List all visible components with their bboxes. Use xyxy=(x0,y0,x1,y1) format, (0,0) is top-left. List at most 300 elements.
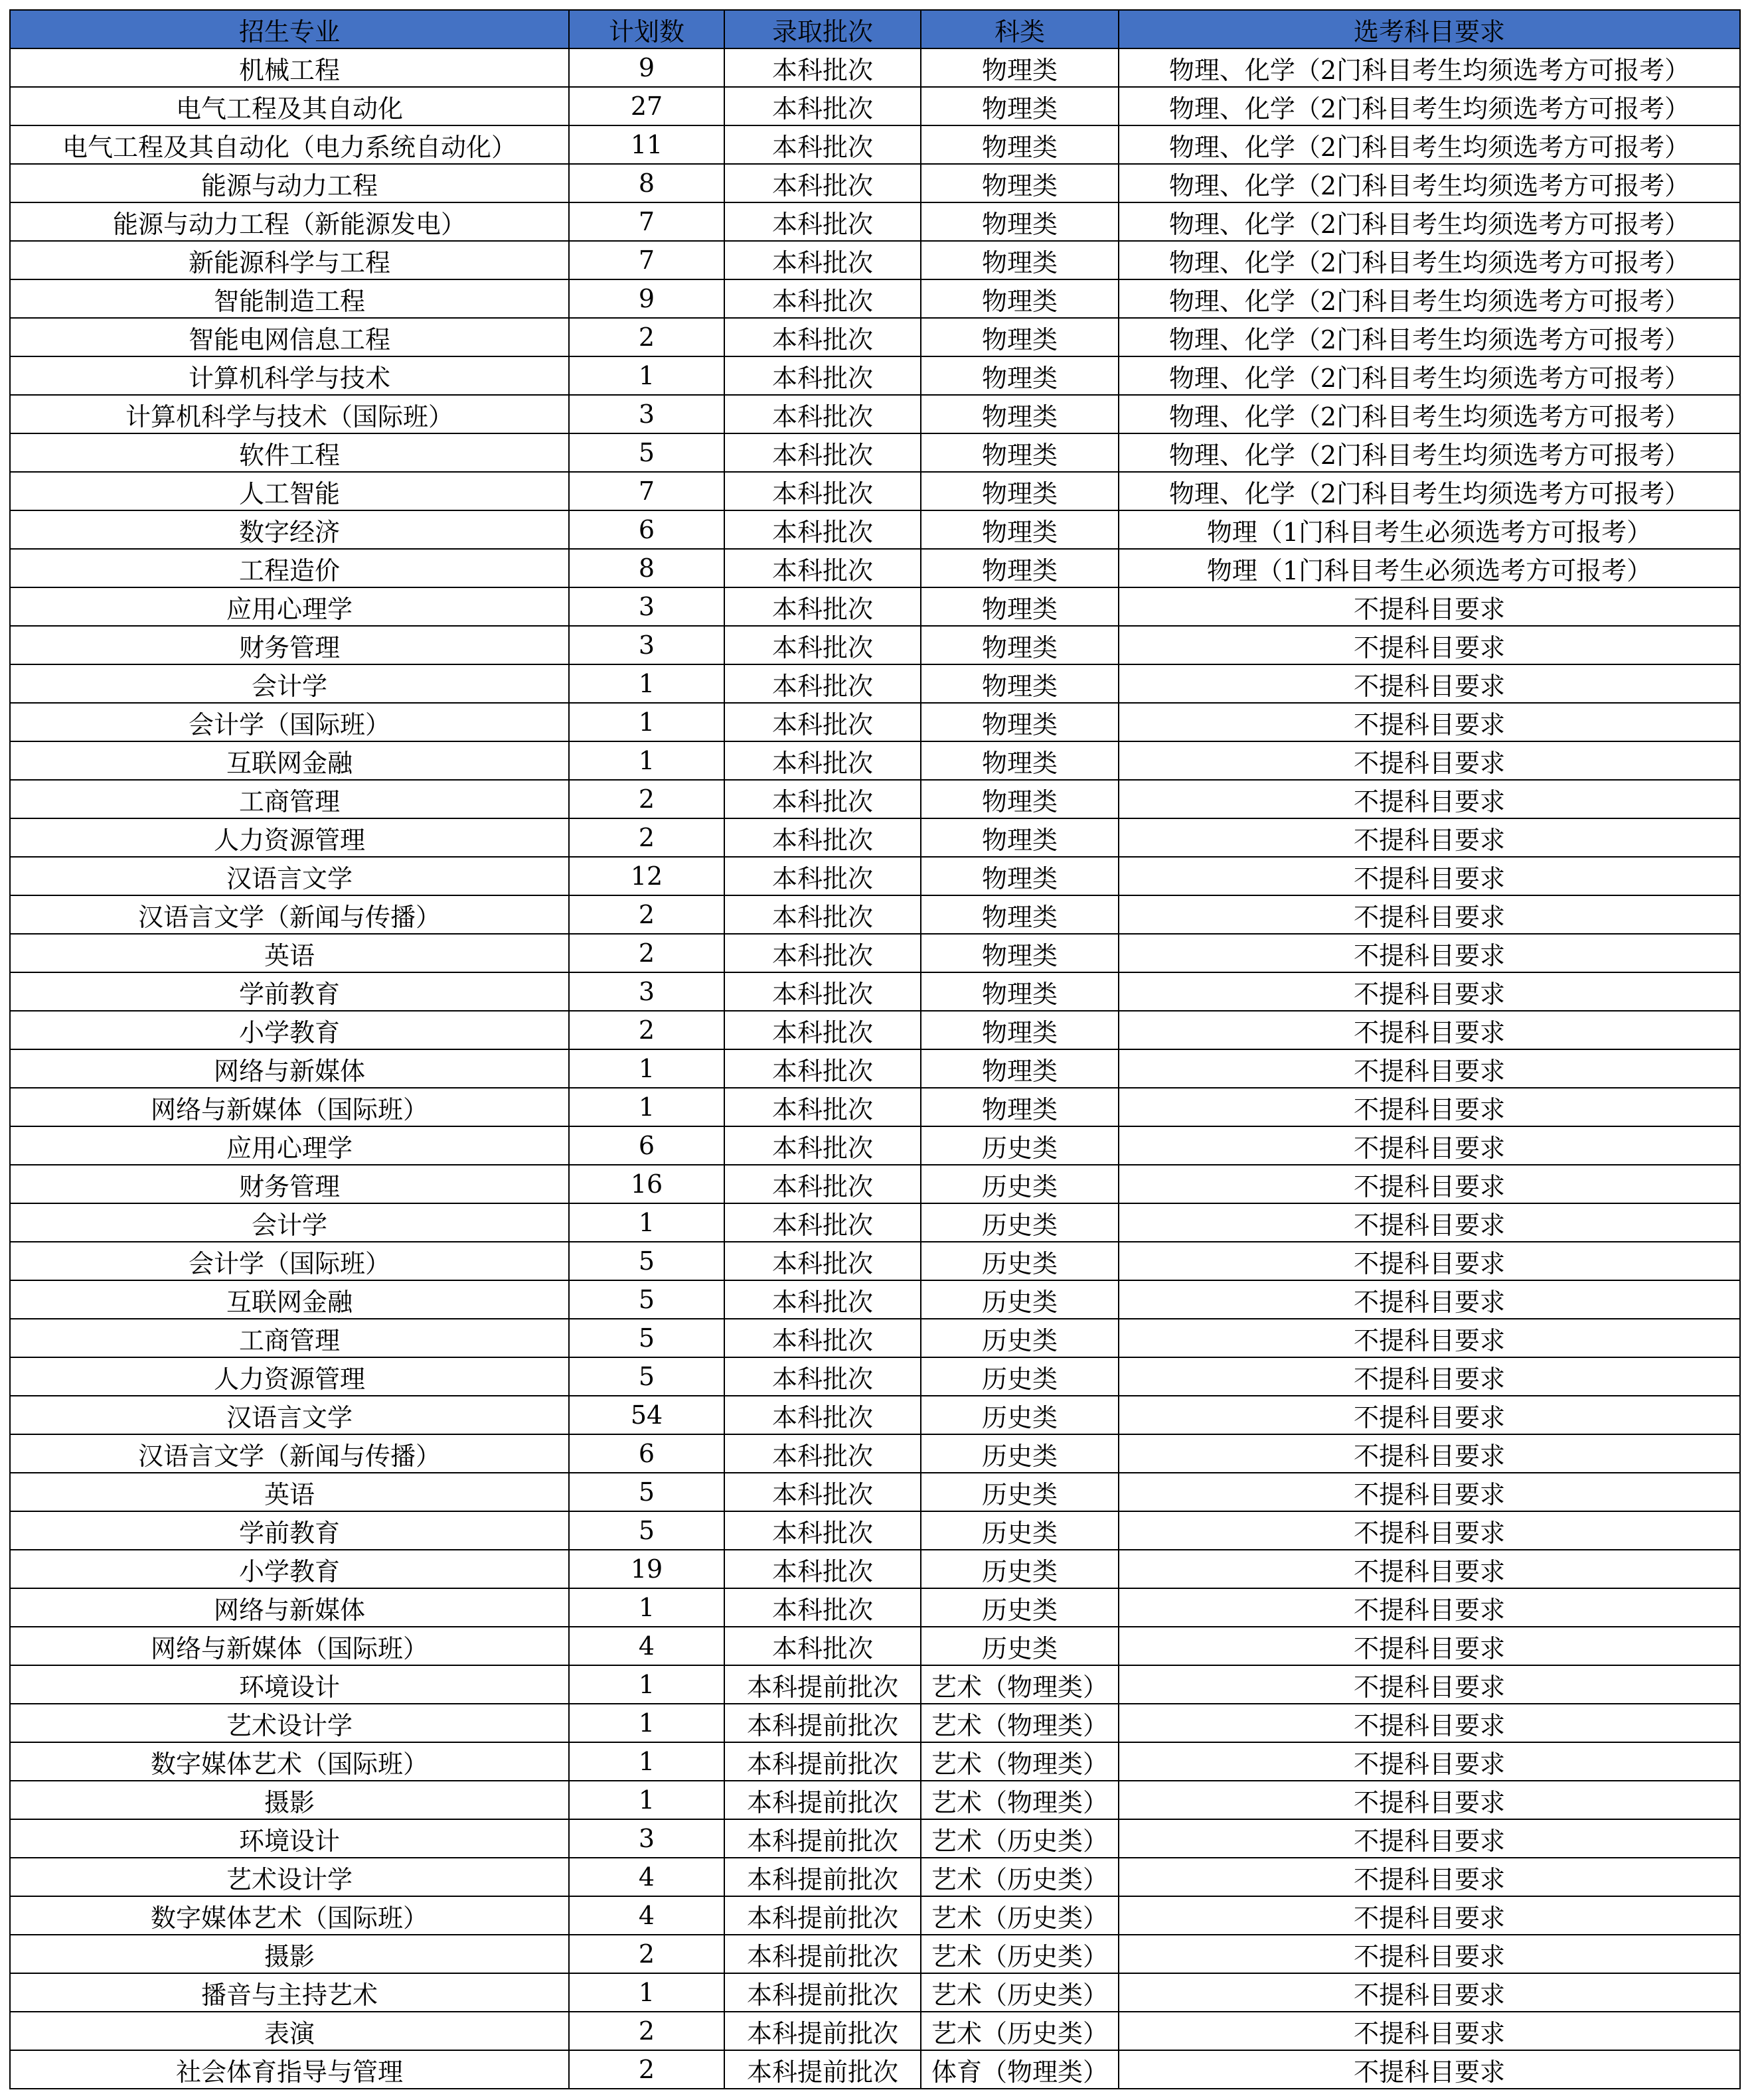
table-row xyxy=(10,1357,1740,1396)
cell-subject-requirement: 不提科目要求 xyxy=(1119,972,1740,1011)
cell-admission-batch: 本科批次 xyxy=(724,1357,921,1396)
cell-subject-category: 艺术（物理类） xyxy=(921,1781,1119,1819)
cell-admission-batch: 本科提前批次 xyxy=(724,1858,921,1896)
cell-plan-count: 1 xyxy=(569,664,724,703)
cell-plan-count: 2 xyxy=(569,895,724,934)
table-body xyxy=(10,48,1740,2089)
cell-subject-requirement: 不提科目要求 xyxy=(1119,818,1740,857)
cell-major: 软件工程 xyxy=(10,433,569,472)
cell-plan-count: 19 xyxy=(569,1550,724,1588)
cell-admission-batch: 本科批次 xyxy=(724,279,921,318)
cell-admission-batch: 本科提前批次 xyxy=(724,1973,921,2012)
cell-subject-category: 艺术（物理类） xyxy=(921,1665,1119,1704)
cell-admission-batch: 本科批次 xyxy=(724,472,921,510)
cell-plan-count: 2 xyxy=(569,1935,724,1973)
cell-subject-category: 艺术（历史类） xyxy=(921,1896,1119,1935)
table-row xyxy=(10,1088,1740,1126)
cell-admission-batch: 本科批次 xyxy=(724,395,921,433)
cell-major: 新能源科学与工程 xyxy=(10,241,569,279)
cell-subject-category: 物理类 xyxy=(921,433,1119,472)
table-row xyxy=(10,1203,1740,1242)
cell-subject-requirement: 物理、化学（2门科目考生均须选考方可报考） xyxy=(1119,202,1740,241)
cell-major: 智能电网信息工程 xyxy=(10,318,569,356)
cell-admission-batch: 本科提前批次 xyxy=(724,2012,921,2050)
cell-subject-category: 物理类 xyxy=(921,125,1119,164)
cell-plan-count: 7 xyxy=(569,202,724,241)
cell-subject-requirement: 不提科目要求 xyxy=(1119,1473,1740,1511)
cell-plan-count: 1 xyxy=(569,1742,724,1781)
cell-major: 互联网金融 xyxy=(10,741,569,780)
cell-admission-batch: 本科批次 xyxy=(724,510,921,549)
cell-major: 英语 xyxy=(10,934,569,972)
cell-plan-count: 2 xyxy=(569,2012,724,2050)
cell-subject-category: 历史类 xyxy=(921,1627,1119,1665)
cell-plan-count: 2 xyxy=(569,2050,724,2089)
cell-admission-batch: 本科批次 xyxy=(724,587,921,626)
table-row xyxy=(10,356,1740,395)
cell-major: 人力资源管理 xyxy=(10,1357,569,1396)
cell-subject-category: 物理类 xyxy=(921,780,1119,818)
cell-major: 工程造价 xyxy=(10,549,569,587)
cell-plan-count: 1 xyxy=(569,1781,724,1819)
cell-major: 艺术设计学 xyxy=(10,1858,569,1896)
cell-major: 互联网金融 xyxy=(10,1280,569,1319)
cell-admission-batch: 本科批次 xyxy=(724,1319,921,1357)
cell-subject-requirement: 不提科目要求 xyxy=(1119,1126,1740,1165)
cell-subject-category: 物理类 xyxy=(921,703,1119,741)
cell-admission-batch: 本科批次 xyxy=(724,164,921,202)
table-row xyxy=(10,2012,1740,2050)
cell-admission-batch: 本科提前批次 xyxy=(724,1935,921,1973)
cell-plan-count: 1 xyxy=(569,703,724,741)
cell-subject-category: 物理类 xyxy=(921,48,1119,87)
header-subject-category: 科类 xyxy=(921,10,1119,48)
header-subject-requirement: 选考科目要求 xyxy=(1119,10,1740,48)
cell-subject-requirement: 不提科目要求 xyxy=(1119,1203,1740,1242)
table-row xyxy=(10,1781,1740,1819)
cell-admission-batch: 本科提前批次 xyxy=(724,1781,921,1819)
cell-admission-batch: 本科批次 xyxy=(724,549,921,587)
cell-subject-category: 物理类 xyxy=(921,318,1119,356)
cell-admission-batch: 本科批次 xyxy=(724,1588,921,1627)
cell-subject-requirement: 不提科目要求 xyxy=(1119,1819,1740,1858)
table-row xyxy=(10,1550,1740,1588)
cell-plan-count: 1 xyxy=(569,1588,724,1627)
cell-major: 计算机科学与技术 xyxy=(10,356,569,395)
cell-major: 环境设计 xyxy=(10,1819,569,1858)
table-row xyxy=(10,1280,1740,1319)
cell-plan-count: 2 xyxy=(569,1011,724,1049)
cell-major: 电气工程及其自动化 xyxy=(10,87,569,125)
cell-subject-category: 历史类 xyxy=(921,1473,1119,1511)
cell-subject-category: 艺术（历史类） xyxy=(921,2012,1119,2050)
cell-subject-category: 物理类 xyxy=(921,1088,1119,1126)
cell-subject-category: 物理类 xyxy=(921,1049,1119,1088)
cell-subject-requirement: 物理、化学（2门科目考生均须选考方可报考） xyxy=(1119,472,1740,510)
table-row xyxy=(10,1434,1740,1473)
cell-subject-requirement: 物理、化学（2门科目考生均须选考方可报考） xyxy=(1119,241,1740,279)
cell-subject-requirement: 不提科目要求 xyxy=(1119,1627,1740,1665)
cell-admission-batch: 本科批次 xyxy=(724,703,921,741)
cell-subject-requirement: 不提科目要求 xyxy=(1119,1896,1740,1935)
table-row xyxy=(10,741,1740,780)
cell-subject-requirement: 物理、化学（2门科目考生均须选考方可报考） xyxy=(1119,125,1740,164)
cell-major: 小学教育 xyxy=(10,1011,569,1049)
cell-admission-batch: 本科批次 xyxy=(724,741,921,780)
cell-subject-category: 艺术（物理类） xyxy=(921,1742,1119,1781)
cell-plan-count: 1 xyxy=(569,1088,724,1126)
cell-admission-batch: 本科批次 xyxy=(724,318,921,356)
cell-subject-category: 历史类 xyxy=(921,1126,1119,1165)
table-row xyxy=(10,1896,1740,1935)
table-row xyxy=(10,472,1740,510)
cell-subject-requirement: 不提科目要求 xyxy=(1119,1088,1740,1126)
cell-admission-batch: 本科批次 xyxy=(724,818,921,857)
cell-plan-count: 6 xyxy=(569,1434,724,1473)
cell-plan-count: 5 xyxy=(569,433,724,472)
cell-subject-requirement: 不提科目要求 xyxy=(1119,1319,1740,1357)
cell-major: 摄影 xyxy=(10,1781,569,1819)
cell-plan-count: 1 xyxy=(569,1049,724,1088)
cell-subject-requirement: 不提科目要求 xyxy=(1119,1781,1740,1819)
table-row xyxy=(10,1935,1740,1973)
table-row xyxy=(10,703,1740,741)
cell-major: 数字媒体艺术（国际班） xyxy=(10,1896,569,1935)
cell-subject-category: 物理类 xyxy=(921,741,1119,780)
table-row xyxy=(10,1858,1740,1896)
cell-major: 电气工程及其自动化（电力系统自动化） xyxy=(10,125,569,164)
table-row xyxy=(10,1819,1740,1858)
cell-major: 工商管理 xyxy=(10,780,569,818)
cell-admission-batch: 本科批次 xyxy=(724,1049,921,1088)
cell-admission-batch: 本科批次 xyxy=(724,1396,921,1434)
table-row xyxy=(10,857,1740,895)
table-row xyxy=(10,1973,1740,2012)
table-row xyxy=(10,510,1740,549)
cell-plan-count: 2 xyxy=(569,318,724,356)
cell-major: 网络与新媒体（国际班） xyxy=(10,1088,569,1126)
cell-major: 网络与新媒体 xyxy=(10,1049,569,1088)
cell-major: 汉语言文学 xyxy=(10,1396,569,1434)
cell-plan-count: 3 xyxy=(569,972,724,1011)
cell-subject-category: 历史类 xyxy=(921,1357,1119,1396)
cell-subject-category: 历史类 xyxy=(921,1165,1119,1203)
cell-subject-requirement: 不提科目要求 xyxy=(1119,626,1740,664)
table-row xyxy=(10,318,1740,356)
table-row xyxy=(10,125,1740,164)
cell-subject-category: 历史类 xyxy=(921,1319,1119,1357)
table-row xyxy=(10,1049,1740,1088)
table-row xyxy=(10,664,1740,703)
cell-major: 会计学（国际班） xyxy=(10,703,569,741)
cell-admission-batch: 本科批次 xyxy=(724,934,921,972)
cell-subject-requirement: 不提科目要求 xyxy=(1119,1858,1740,1896)
cell-subject-requirement: 不提科目要求 xyxy=(1119,664,1740,703)
cell-plan-count: 9 xyxy=(569,48,724,87)
cell-subject-category: 物理类 xyxy=(921,664,1119,703)
cell-major: 社会体育指导与管理 xyxy=(10,2050,569,2089)
cell-admission-batch: 本科批次 xyxy=(724,48,921,87)
table-row xyxy=(10,2050,1740,2089)
cell-subject-category: 历史类 xyxy=(921,1280,1119,1319)
cell-plan-count: 16 xyxy=(569,1165,724,1203)
cell-major: 人力资源管理 xyxy=(10,818,569,857)
cell-subject-category: 历史类 xyxy=(921,1242,1119,1280)
cell-plan-count: 6 xyxy=(569,510,724,549)
cell-major: 数字媒体艺术（国际班） xyxy=(10,1742,569,1781)
header-row xyxy=(10,10,1740,48)
table-row xyxy=(10,1319,1740,1357)
cell-plan-count: 8 xyxy=(569,164,724,202)
cell-admission-batch: 本科批次 xyxy=(724,1434,921,1473)
cell-admission-batch: 本科批次 xyxy=(724,780,921,818)
cell-subject-category: 艺术（物理类） xyxy=(921,1704,1119,1742)
cell-major: 计算机科学与技术（国际班） xyxy=(10,395,569,433)
table-row xyxy=(10,1704,1740,1742)
cell-admission-batch: 本科批次 xyxy=(724,664,921,703)
cell-subject-requirement: 不提科目要求 xyxy=(1119,934,1740,972)
cell-subject-requirement: 不提科目要求 xyxy=(1119,1935,1740,1973)
table-row xyxy=(10,1242,1740,1280)
cell-admission-batch: 本科提前批次 xyxy=(724,1665,921,1704)
cell-admission-batch: 本科批次 xyxy=(724,1550,921,1588)
cell-subject-requirement: 不提科目要求 xyxy=(1119,780,1740,818)
table-row xyxy=(10,1473,1740,1511)
cell-subject-category: 物理类 xyxy=(921,587,1119,626)
cell-plan-count: 5 xyxy=(569,1280,724,1319)
cell-plan-count: 4 xyxy=(569,1627,724,1665)
cell-subject-requirement: 不提科目要求 xyxy=(1119,1049,1740,1088)
cell-admission-batch: 本科批次 xyxy=(724,972,921,1011)
cell-subject-category: 历史类 xyxy=(921,1511,1119,1550)
cell-admission-batch: 本科批次 xyxy=(724,1011,921,1049)
header-admission-batch: 录取批次 xyxy=(724,10,921,48)
table-row xyxy=(10,1126,1740,1165)
cell-plan-count: 3 xyxy=(569,395,724,433)
cell-major: 机械工程 xyxy=(10,48,569,87)
cell-plan-count: 1 xyxy=(569,356,724,395)
table-row xyxy=(10,1627,1740,1665)
cell-subject-category: 艺术（历史类） xyxy=(921,1935,1119,1973)
cell-subject-requirement: 不提科目要求 xyxy=(1119,1704,1740,1742)
cell-subject-category: 物理类 xyxy=(921,895,1119,934)
cell-plan-count: 1 xyxy=(569,741,724,780)
cell-plan-count: 1 xyxy=(569,1704,724,1742)
header-plan-count: 计划数 xyxy=(569,10,724,48)
cell-plan-count: 1 xyxy=(569,1665,724,1704)
cell-major: 能源与动力工程（新能源发电） xyxy=(10,202,569,241)
cell-admission-batch: 本科批次 xyxy=(724,1088,921,1126)
cell-major: 人工智能 xyxy=(10,472,569,510)
cell-subject-requirement: 不提科目要求 xyxy=(1119,1396,1740,1434)
cell-plan-count: 3 xyxy=(569,1819,724,1858)
cell-major: 数字经济 xyxy=(10,510,569,549)
cell-subject-category: 物理类 xyxy=(921,279,1119,318)
cell-subject-requirement: 不提科目要求 xyxy=(1119,2050,1740,2089)
table-row xyxy=(10,395,1740,433)
cell-admission-batch: 本科提前批次 xyxy=(724,2050,921,2089)
table-row xyxy=(10,818,1740,857)
cell-admission-batch: 本科批次 xyxy=(724,87,921,125)
cell-subject-requirement: 物理、化学（2门科目考生均须选考方可报考） xyxy=(1119,318,1740,356)
cell-subject-requirement: 物理、化学（2门科目考生均须选考方可报考） xyxy=(1119,164,1740,202)
table-row xyxy=(10,1396,1740,1434)
cell-plan-count: 5 xyxy=(569,1473,724,1511)
cell-plan-count: 2 xyxy=(569,780,724,818)
cell-subject-category: 物理类 xyxy=(921,356,1119,395)
cell-subject-requirement: 不提科目要求 xyxy=(1119,703,1740,741)
table-row xyxy=(10,202,1740,241)
cell-major: 应用心理学 xyxy=(10,587,569,626)
cell-subject-category: 艺术（历史类） xyxy=(921,1819,1119,1858)
cell-major: 财务管理 xyxy=(10,626,569,664)
cell-subject-category: 物理类 xyxy=(921,549,1119,587)
cell-subject-requirement: 物理、化学（2门科目考生均须选考方可报考） xyxy=(1119,356,1740,395)
cell-subject-requirement: 物理、化学（2门科目考生均须选考方可报考） xyxy=(1119,433,1740,472)
cell-plan-count: 1 xyxy=(569,1973,724,2012)
cell-subject-requirement: 不提科目要求 xyxy=(1119,741,1740,780)
table-row xyxy=(10,1742,1740,1781)
cell-subject-category: 历史类 xyxy=(921,1434,1119,1473)
cell-subject-category: 物理类 xyxy=(921,510,1119,549)
table-row xyxy=(10,433,1740,472)
cell-admission-batch: 本科批次 xyxy=(724,857,921,895)
cell-subject-category: 历史类 xyxy=(921,1396,1119,1434)
cell-major: 学前教育 xyxy=(10,1511,569,1550)
table-row xyxy=(10,241,1740,279)
cell-plan-count: 5 xyxy=(569,1357,724,1396)
cell-major: 网络与新媒体（国际班） xyxy=(10,1627,569,1665)
cell-subject-category: 体育（物理类） xyxy=(921,2050,1119,2089)
cell-subject-category: 物理类 xyxy=(921,626,1119,664)
cell-plan-count: 2 xyxy=(569,818,724,857)
table-row xyxy=(10,1588,1740,1627)
cell-subject-requirement: 不提科目要求 xyxy=(1119,1434,1740,1473)
cell-plan-count: 6 xyxy=(569,1126,724,1165)
cell-plan-count: 54 xyxy=(569,1396,724,1434)
cell-admission-batch: 本科批次 xyxy=(724,1165,921,1203)
cell-subject-category: 艺术（历史类） xyxy=(921,1973,1119,2012)
cell-subject-category: 物理类 xyxy=(921,164,1119,202)
table-row xyxy=(10,1011,1740,1049)
cell-admission-batch: 本科提前批次 xyxy=(724,1819,921,1858)
cell-subject-requirement: 物理（1门科目考生必须选考方可报考） xyxy=(1119,549,1740,587)
cell-subject-requirement: 不提科目要求 xyxy=(1119,1011,1740,1049)
table-row xyxy=(10,626,1740,664)
admission-plan-table xyxy=(9,9,1741,2089)
cell-plan-count: 1 xyxy=(569,1203,724,1242)
cell-major: 会计学（国际班） xyxy=(10,1242,569,1280)
table-row xyxy=(10,1165,1740,1203)
cell-plan-count: 3 xyxy=(569,587,724,626)
cell-plan-count: 7 xyxy=(569,472,724,510)
cell-subject-category: 艺术（历史类） xyxy=(921,1858,1119,1896)
cell-subject-requirement: 不提科目要求 xyxy=(1119,1742,1740,1781)
cell-subject-requirement: 不提科目要求 xyxy=(1119,587,1740,626)
cell-subject-category: 物理类 xyxy=(921,87,1119,125)
cell-subject-category: 物理类 xyxy=(921,972,1119,1011)
table-row xyxy=(10,164,1740,202)
cell-subject-category: 物理类 xyxy=(921,472,1119,510)
cell-admission-batch: 本科提前批次 xyxy=(724,1896,921,1935)
cell-major: 汉语言文学（新闻与传播） xyxy=(10,895,569,934)
table-row xyxy=(10,780,1740,818)
cell-major: 表演 xyxy=(10,2012,569,2050)
cell-admission-batch: 本科批次 xyxy=(724,125,921,164)
table-row xyxy=(10,279,1740,318)
cell-subject-requirement: 不提科目要求 xyxy=(1119,1550,1740,1588)
cell-subject-requirement: 物理、化学（2门科目考生均须选考方可报考） xyxy=(1119,395,1740,433)
cell-plan-count: 12 xyxy=(569,857,724,895)
cell-subject-requirement: 物理、化学（2门科目考生均须选考方可报考） xyxy=(1119,279,1740,318)
table-row xyxy=(10,587,1740,626)
cell-subject-requirement: 物理（1门科目考生必须选考方可报考） xyxy=(1119,510,1740,549)
cell-plan-count: 9 xyxy=(569,279,724,318)
cell-plan-count: 5 xyxy=(569,1511,724,1550)
table-row xyxy=(10,1665,1740,1704)
cell-plan-count: 4 xyxy=(569,1858,724,1896)
cell-admission-batch: 本科批次 xyxy=(724,241,921,279)
cell-subject-requirement: 物理、化学（2门科目考生均须选考方可报考） xyxy=(1119,48,1740,87)
cell-subject-requirement: 不提科目要求 xyxy=(1119,2012,1740,2050)
cell-major: 汉语言文学 xyxy=(10,857,569,895)
cell-subject-category: 物理类 xyxy=(921,395,1119,433)
cell-major: 网络与新媒体 xyxy=(10,1588,569,1627)
cell-admission-batch: 本科批次 xyxy=(724,626,921,664)
cell-plan-count: 11 xyxy=(569,125,724,164)
cell-admission-batch: 本科批次 xyxy=(724,1627,921,1665)
table-row xyxy=(10,972,1740,1011)
cell-subject-requirement: 不提科目要求 xyxy=(1119,1973,1740,2012)
cell-major: 智能制造工程 xyxy=(10,279,569,318)
cell-major: 小学教育 xyxy=(10,1550,569,1588)
cell-subject-requirement: 不提科目要求 xyxy=(1119,1588,1740,1627)
cell-admission-batch: 本科批次 xyxy=(724,1126,921,1165)
cell-plan-count: 5 xyxy=(569,1319,724,1357)
cell-admission-batch: 本科批次 xyxy=(724,1242,921,1280)
table-row xyxy=(10,48,1740,87)
table-header xyxy=(10,10,1740,48)
cell-subject-category: 物理类 xyxy=(921,202,1119,241)
cell-major: 工商管理 xyxy=(10,1319,569,1357)
cell-major: 艺术设计学 xyxy=(10,1704,569,1742)
cell-plan-count: 2 xyxy=(569,934,724,972)
cell-major: 英语 xyxy=(10,1473,569,1511)
cell-subject-category: 历史类 xyxy=(921,1203,1119,1242)
cell-admission-batch: 本科批次 xyxy=(724,1511,921,1550)
cell-admission-batch: 本科批次 xyxy=(724,1473,921,1511)
cell-subject-requirement: 物理、化学（2门科目考生均须选考方可报考） xyxy=(1119,87,1740,125)
cell-plan-count: 8 xyxy=(569,549,724,587)
cell-admission-batch: 本科批次 xyxy=(724,1280,921,1319)
cell-major: 应用心理学 xyxy=(10,1126,569,1165)
cell-subject-requirement: 不提科目要求 xyxy=(1119,1357,1740,1396)
cell-major: 摄影 xyxy=(10,1935,569,1973)
table-row xyxy=(10,934,1740,972)
table-row xyxy=(10,87,1740,125)
cell-admission-batch: 本科批次 xyxy=(724,895,921,934)
table-row xyxy=(10,1511,1740,1550)
cell-plan-count: 5 xyxy=(569,1242,724,1280)
cell-subject-category: 物理类 xyxy=(921,857,1119,895)
cell-major: 环境设计 xyxy=(10,1665,569,1704)
cell-subject-requirement: 不提科目要求 xyxy=(1119,1242,1740,1280)
cell-admission-batch: 本科批次 xyxy=(724,356,921,395)
cell-major: 播音与主持艺术 xyxy=(10,1973,569,2012)
cell-major: 会计学 xyxy=(10,1203,569,1242)
cell-subject-category: 物理类 xyxy=(921,934,1119,972)
cell-subject-category: 物理类 xyxy=(921,818,1119,857)
